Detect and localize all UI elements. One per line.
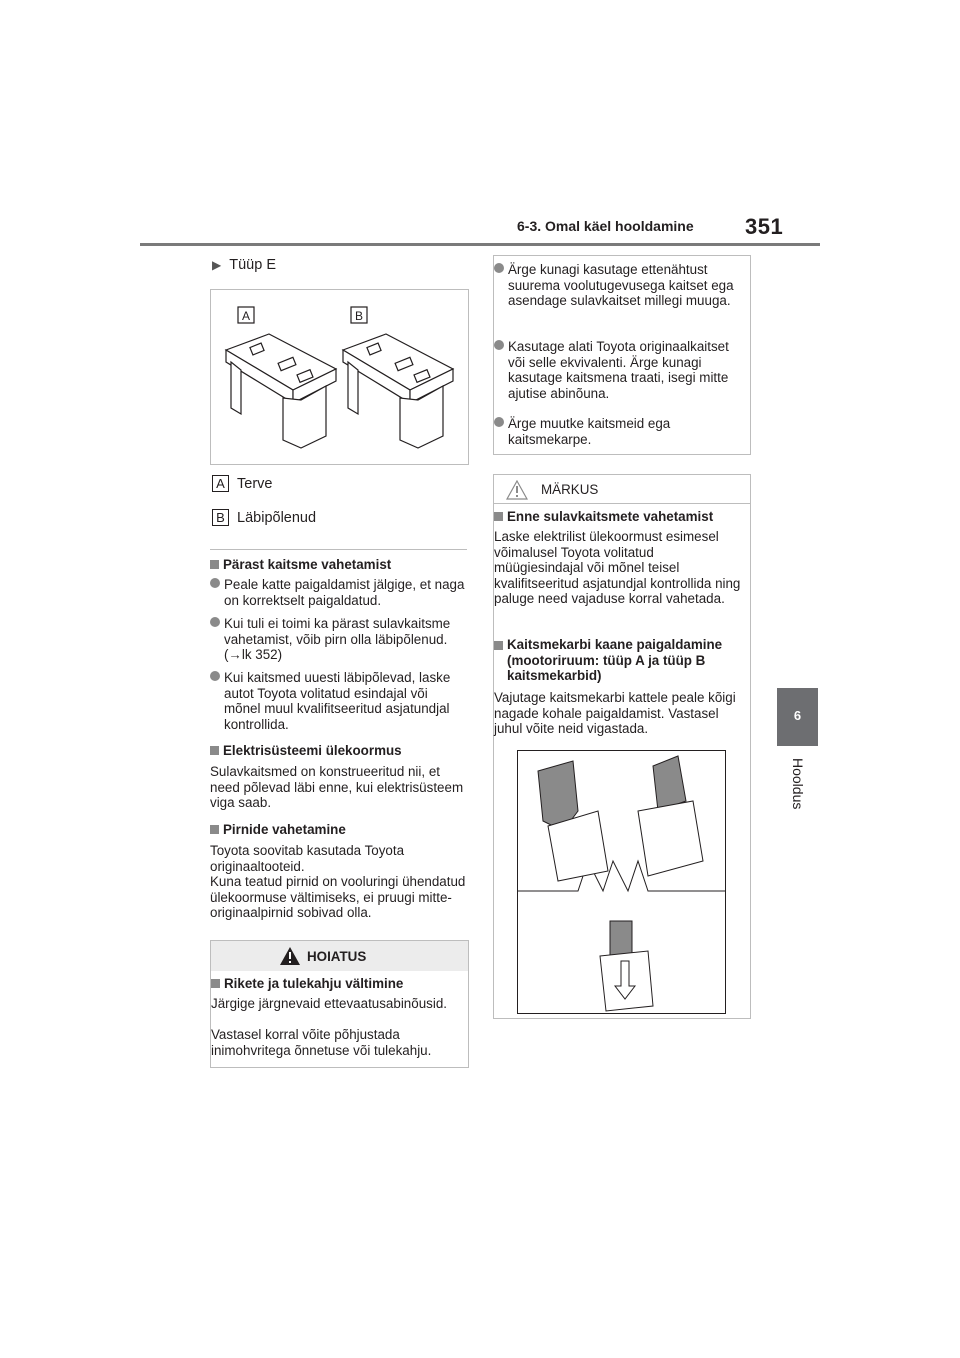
chapter-title: Hooldus — [790, 758, 806, 810]
notice-heading2: Kaitsmekarbi kaane paigaldamine (mootoriruum: tüüp A ja tüüp B kaitsmekarbid) — [494, 637, 734, 684]
legend-b-text: Läbipõlenud — [237, 510, 317, 526]
square-bullet-icon — [210, 746, 219, 755]
section2-heading: Elektrisüsteemi ülekoormus — [210, 743, 402, 759]
header-rule — [140, 243, 820, 246]
section3-body1: Toyota soovitab kasutada Toyota originaaltooteid. — [210, 843, 405, 874]
notice-box — [493, 474, 751, 1019]
bullet-icon — [494, 263, 504, 273]
chapter-tab: 6 — [777, 688, 818, 746]
legend-a-text: Terve — [237, 476, 273, 492]
bullet-icon — [210, 671, 220, 681]
warning-body1: Järgige järgnevaid ettevaatusabinõusid. — [211, 996, 447, 1011]
warning-bullet-3: Ärge muutke kaitsmeid ega kaitsmekarpe. — [494, 416, 744, 447]
section3-heading: Pirnide vahetamine — [210, 822, 346, 838]
warning-box — [210, 940, 469, 1068]
legend-b-letter: B — [212, 509, 229, 526]
square-bullet-icon — [494, 512, 503, 521]
section-title: 6-3. Omal käel hooldamine — [517, 218, 694, 234]
warning-title: HOIATUS — [307, 949, 367, 964]
bullet-2: Kui tuli ei toimi ka pärast sulavkaitsme vahetamist, võib pirn olla läbipõlenud. (→lk 352) — [210, 616, 467, 663]
warning-continued-box — [493, 255, 751, 455]
fusebox-illustration — [517, 750, 726, 1014]
label-a: A — [241, 309, 251, 323]
bullet-icon — [494, 417, 504, 427]
legend-a-letter: A — [212, 475, 229, 492]
fusebox-drawing — [518, 751, 725, 1013]
section-divider — [210, 549, 467, 550]
bullet-icon — [210, 578, 220, 588]
notice-title: MÄRKUS — [541, 482, 599, 497]
warning-heading: Rikete ja tulekahju vältimine — [211, 976, 403, 992]
legend-a — [212, 475, 273, 493]
notice-body1: Laske elektrilist ülekoormust esimesel võimalusel Toyota volitatud müügiesindajal või mõnel teisel kvalifitseeritud asjatundjal kontrollida ning paluge need vajaduse korral vahetada. — [494, 529, 741, 606]
notice-icon — [506, 480, 528, 500]
type-heading: ▶ Tüüp E — [212, 257, 277, 273]
warning-bullet-1: Ärge kunagi kasutage ettenähtust suurema voolutugevusega kaitset ega asendage sulavkaitset millegi muuga. — [494, 262, 744, 309]
bullet-icon — [210, 617, 220, 627]
section2-body: Sulavkaitsmed on konstrueeritud nii, et need põlevad läbi enne, kui elektrisüsteem viga saab. — [210, 764, 464, 810]
fuse-figure — [210, 289, 469, 465]
warning-bullet-2: Kasutage alati Toyota originaalkaitset või selle ekvivalenti. Ärge kunagi kasutage kaitsmena traati, isegi mitte ajutise abinõuna. — [494, 339, 744, 401]
legend-b — [212, 509, 316, 527]
warning-body2: Vastasel korral võite põhjustada inimohvritega õnnetuse või tulekahju. — [211, 1027, 432, 1058]
square-bullet-icon — [494, 641, 503, 650]
notice-heading1: Enne sulavkaitsmete vahetamist — [494, 509, 713, 525]
warning-header — [211, 941, 468, 971]
fuse-illustration — [211, 290, 468, 464]
square-bullet-icon — [210, 560, 219, 569]
notice-header — [494, 475, 750, 504]
warning-icon — [279, 946, 301, 966]
triangle-icon: ▶ — [212, 258, 222, 272]
bullet-icon — [494, 340, 504, 350]
square-bullet-icon — [210, 825, 219, 834]
bullet-3: Kui kaitsmed uuesti läbipõlevad, laske autot Toyota volitatud esindajal või mõnel muul kvalifitseeritud asjatundjal kontrollida. — [210, 670, 467, 732]
square-bullet-icon — [211, 979, 220, 988]
section3-body2: Kuna teatud pirnid on vooluringi ühendatud ülekoormuse vältimiseks, ei pruugi mitte-originaalpirnid sobivad olla. — [210, 874, 466, 920]
label-b: B — [354, 309, 364, 323]
page-number: 351 — [745, 214, 784, 239]
chapter-label — [778, 758, 818, 838]
bullet-1: Peale katte paigaldamist jälgige, et naga on korrektselt paigaldatud. — [210, 577, 467, 608]
section1-heading: Pärast kaitsme vahetamist — [210, 557, 391, 573]
notice-body2: Vajutage kaitsmekarbi kattele peale kõigi nagade kohale paigaldamist. Vastasel juhul võite neid vigastada. — [494, 690, 736, 736]
